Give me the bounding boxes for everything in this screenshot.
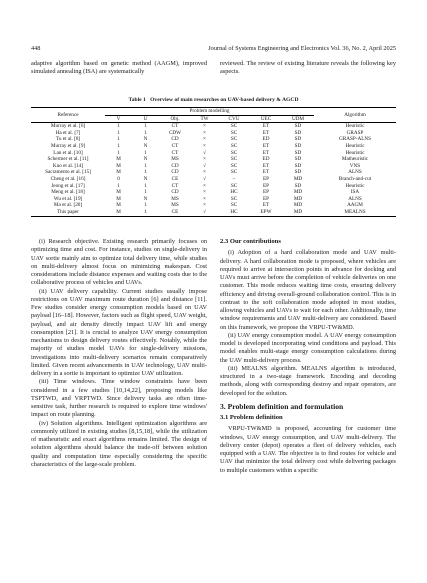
table-cell-algorithm: GRASP <box>346 129 364 136</box>
table-cell: M <box>116 202 121 209</box>
table-cell-algorithm: Matheuristic <box>341 156 369 163</box>
table-cell: SC <box>230 195 238 202</box>
table-cell: EP <box>262 175 270 182</box>
table-row <box>31 123 396 130</box>
table-cell: MS <box>171 156 179 163</box>
table-cell-algorithm: ISA <box>350 189 360 196</box>
table-cell: × <box>203 182 206 189</box>
table-row <box>31 156 396 163</box>
table-cell: × <box>203 195 206 202</box>
table-cell: M <box>116 156 121 163</box>
table-cell: MS <box>171 195 179 202</box>
table-cell: SD <box>294 123 302 130</box>
header-reference: Reference <box>31 108 105 123</box>
table-cell-algorithm: Heuristic <box>345 182 365 189</box>
header-v: V <box>105 115 132 123</box>
table-cell-reference: Ha et al. [7] <box>55 129 81 136</box>
table-cell-reference: Lan et al. [10] <box>53 149 83 156</box>
table-row <box>31 163 396 170</box>
table-cell: CD <box>171 189 179 196</box>
table-cell: √ <box>203 162 206 169</box>
table-cell-algorithm: Heuristic <box>345 123 365 130</box>
table-cell: 1 <box>117 136 120 143</box>
table-cell: SC <box>230 182 238 189</box>
table-cell-algorithm: Heuristic <box>345 149 365 156</box>
table-cell: SC <box>230 142 238 149</box>
table-row <box>31 183 396 190</box>
table-cell: EP <box>262 182 270 189</box>
table-cell: MS <box>171 202 179 209</box>
table-cell: SD <box>294 169 302 176</box>
page-number: 448 <box>31 45 41 52</box>
table-cell: 1 <box>117 182 120 189</box>
table-cell: ET <box>262 129 270 136</box>
table-row <box>31 209 396 216</box>
contribution-collaboration: (i) Adoption of a hard collaboration mode and UAV multi-delivery. A hard collaboration mode is proposed, where vehicles are required to arrive at intersection points in advance for docking and UAVs must arrive before the completion of vehicle deliveries on one customer. This mode reduces waiting time costs, ensuring delivery efficiency and driving overall-ground collaboration control. This is in contrast to the soft collaboration mode adopted in most studies, allowing vehicles and UAVs to wait for each other. Additionally, time window requirements and UAV multi-delivery are considered. Based on this framework, we propose the VRPU-TW&MD. <box>220 249 396 331</box>
aspect-uav-capability: (ii) UAV delivery capability. Current studies usually impose restrictions on UAV maximum route duration [6] and distance [11]. Few studies consider energy consumption models based on UAV payload [16–18]. However, factors such as flight speed, UAV weight, payload, and air density directly impact UAV lift and energy consumption [21]. It is crucial to analyze UAV energy consumption mechanisms to design delivery routes effectively. Notably, while the majority of studies model UAVs for single-delivery missions, investigations into multi-delivery scenarios remain comparatively limited. Given recent advancements in UAV technology, UAV multi-delivery in a sortie is important to optimize UAV utilization. <box>31 287 207 377</box>
table-cell: N <box>143 195 148 202</box>
table-cell: 1 <box>117 142 120 149</box>
aspect-research-objective: (i) Research objective. Existing research primarily focuses on optimizing time and cost. For instance, studies on single-delivery in UAV sortie mainly aim to optimize total delivery time, while studies on multi-delivery almost focus on minimizing makespan. Cost considerations include distance expenses and waiting costs due to the collaborative process of vehicles and UAVs. <box>31 238 207 287</box>
table-row <box>31 196 396 203</box>
table-cell: × <box>203 142 206 149</box>
table-cell: M <box>116 169 121 176</box>
table-cell-algorithm: ALNS <box>348 169 362 176</box>
table-cell: 1 <box>117 149 120 156</box>
header-algorithm: Algorithm <box>314 108 396 123</box>
header-tw: TW <box>191 115 218 123</box>
table-cell-reference: Meng et al. [18] <box>51 189 85 196</box>
table-cell: × <box>203 169 206 176</box>
table-cell: N <box>143 136 148 143</box>
table-cell: CD <box>171 136 179 143</box>
table-cell-algorithm: MEALNS <box>314 209 396 216</box>
table-cell: ET <box>262 169 270 176</box>
subsection-heading: 3.1 Problem definition <box>220 414 283 421</box>
table-cell: 1 <box>144 123 147 130</box>
table-cell: M <box>116 195 121 202</box>
table-cell: CT <box>171 149 179 156</box>
table-cell: ET <box>262 202 270 209</box>
table-cell: SD <box>294 149 302 156</box>
contributions-heading: 2.3 Our contributions <box>220 238 281 245</box>
table-cell: 1 <box>144 162 147 169</box>
table-row <box>31 150 396 157</box>
table-cell: 0 <box>117 175 120 182</box>
table-cell: √ <box>203 175 206 182</box>
aspect-solution-algorithms: (iv) Solution algorithms. Intelligent optimization algorithms are commonly utilized in existing studies [8,15,18], while the utilization of matheuristic and exact algorithms remains limited. The design of solution algorithms should balance the trade-off between solution quality and computation time especially considering the specific characteristics of the large-scale problem. <box>31 419 207 468</box>
aspect-time-windows: (iii) Time windows. Time window constraints have been considered in a few studies [10,14,22], proposing models like TSPTWD, and VRPTWD. Since delivery tasks are often time-sensitive task, further research is required to explore time windows' impact on route planning. <box>31 378 207 419</box>
table-cell: 1 <box>144 182 147 189</box>
table-cell: CDW <box>168 129 182 136</box>
table-cell: × <box>203 123 206 130</box>
problem-definition-text: VRPU-TW&MD is proposed, accounting for customer time windows, UAV energy consumption, and UAV multi-delivery. The delivery center (depot) operates a fleet of delivery vehicles, each equipped with a UAV. The objective is to find routes for vehicle and UAV that minimize the total delivery cost while delivering packages to multiple customers within a specific <box>220 425 396 474</box>
table-caption-text: Overview of main researches on UAV-based delivery & AGCD <box>150 97 299 103</box>
table-cell: SC <box>230 149 238 156</box>
table-cell: SC <box>230 202 238 209</box>
header-udm: UDM <box>282 115 314 123</box>
contribution-mealns: (iii) MEALNS algorithm. MEALNS algorithm is introduced, structured in a two-stage framework. Encoding and decoding methods, along with corresponding destroy and repair operators, are developed for the solution. <box>220 364 396 397</box>
header-uec: UEC <box>250 115 282 123</box>
table-cell: SC <box>230 162 238 169</box>
intro-right-text: reviewed. The review of existing literature reveals the following key aspects. <box>220 60 396 76</box>
table-row <box>31 130 396 137</box>
table-cell: ET <box>262 149 270 156</box>
table-cell-reference: Jeong et al. [17] <box>51 182 85 189</box>
table-cell: 1 <box>117 123 120 130</box>
table-cell: √ <box>203 149 206 156</box>
table-row <box>31 136 396 143</box>
table-cell: M <box>105 209 132 216</box>
table-cell: CD <box>171 162 179 169</box>
table-cell-algorithm: Branch-and-cut <box>338 175 372 182</box>
table-cell: × <box>203 136 206 143</box>
table-cell: MD <box>282 209 314 216</box>
table-cell: 1 <box>144 149 147 156</box>
table-cell: SC <box>230 136 238 143</box>
table-cell: × <box>203 156 206 163</box>
table-cell: SC <box>230 123 238 130</box>
table-cell: SD <box>294 142 302 149</box>
journal-title: Journal of Systems Engineering and Electronics Vol. 36, No. 2, April 2025 <box>208 45 396 52</box>
table-cell: SD <box>294 156 302 163</box>
table-cell-reference: Ma et al. [20] <box>53 202 83 209</box>
table-cell: HC <box>218 209 250 216</box>
table-cell: × <box>203 202 206 209</box>
table-header-row <box>31 108 396 116</box>
table-cell: CT <box>171 182 179 189</box>
table-cell-algorithm: GRASP-ALNS <box>339 136 371 143</box>
intro-left-text: adaptive algorithm based on genetic method (AAGM), improved simulated annealing (ISA) are systematically <box>31 60 207 76</box>
table-cell: 1 <box>144 202 147 209</box>
table-cell: SC <box>230 169 238 176</box>
table-cell-algorithm: VNS <box>349 162 361 169</box>
table-cell: EPW <box>250 209 282 216</box>
table-cell-reference: Tu et al. [8] <box>55 136 81 143</box>
table-caption <box>31 97 396 103</box>
table-cell-reference: Murray et al. [6] <box>50 123 86 130</box>
table-cell: √ <box>191 209 218 216</box>
table-cell: SD <box>294 136 302 143</box>
table-cell: SD <box>294 182 302 189</box>
table-cell: CD <box>171 169 179 176</box>
table-cell-algorithm: ALNS <box>348 195 362 202</box>
table-cell-algorithm: Heuristic <box>345 142 365 149</box>
table-row <box>31 176 396 183</box>
header-u: U <box>132 115 159 123</box>
contribution-energy-model: (ii) UAV energy consumption model. A UAV energy consumption model is developed incorporating wind conditions and payload. This model enables multi-stage energy consumption calculations during the UAV multi-delivery process. <box>220 331 396 364</box>
left-column <box>31 238 207 469</box>
table-cell: SD <box>294 162 302 169</box>
table-cell: CE <box>159 209 191 216</box>
table-cell: SC <box>230 129 238 136</box>
table-cell: CE <box>171 175 179 182</box>
table-row <box>31 169 396 176</box>
section-heading: 3. Problem definition and formulation <box>220 401 344 411</box>
table-cell: 1 <box>144 129 147 136</box>
table-row <box>31 189 396 196</box>
table-cell-reference: This paper <box>31 209 105 216</box>
table-cell: 1 <box>117 129 120 136</box>
header-cvu: CVU <box>218 115 250 123</box>
table-cell: ET <box>262 162 270 169</box>
table-cell-reference: Murray et al. [9] <box>50 142 86 149</box>
table-cell-reference: Sacramento et al. [15] <box>45 169 91 176</box>
header-problem-modelling: Problem modelling <box>105 108 314 116</box>
table-cell: MD <box>293 189 303 196</box>
table-cell: CT <box>171 123 179 130</box>
table-cell: CT <box>171 142 179 149</box>
right-column <box>220 238 396 475</box>
table-cell: M <box>116 189 121 196</box>
table-body <box>31 123 396 216</box>
table-cell: M <box>116 162 121 169</box>
page-header <box>31 45 396 55</box>
table-cell: N <box>143 175 148 182</box>
table-caption-label: Table 1 <box>128 97 146 103</box>
table-cell: EP <box>262 195 270 202</box>
table-cell: N <box>143 156 148 163</box>
table-cell: N <box>143 142 148 149</box>
table-cell: MD <box>293 175 303 182</box>
table-cell: × <box>203 129 206 136</box>
table-cell: MD <box>293 202 303 209</box>
header-obj: Obj. <box>159 115 191 123</box>
table-cell: SD <box>294 129 302 136</box>
table-row <box>31 202 396 209</box>
table-cell: – <box>232 175 236 182</box>
table-cell: 1 <box>144 189 147 196</box>
table-cell-algorithm: AAGM <box>347 202 363 209</box>
table-cell: SC <box>230 156 238 163</box>
table-cell: ET <box>262 142 270 149</box>
table-cell-reference: Kuo et al. [14] <box>52 162 84 169</box>
table-cell: 1 <box>132 209 159 216</box>
table-cell-reference: Schermer et al. [11] <box>47 156 89 163</box>
table-cell: ED <box>262 156 270 163</box>
table-cell: ED <box>262 136 270 143</box>
table-row <box>31 143 396 150</box>
table-cell: EP <box>262 189 270 196</box>
table-cell: ET <box>262 123 270 130</box>
table-cell: × <box>203 189 206 196</box>
table-cell: MD <box>293 195 303 202</box>
table-cell-reference: Wu et al. [19] <box>53 195 83 202</box>
table-cell: HC <box>230 189 238 196</box>
research-overview-table <box>31 107 396 217</box>
table-cell-reference: Cheng et al. [16] <box>50 175 86 182</box>
table-cell: 1 <box>144 169 147 176</box>
